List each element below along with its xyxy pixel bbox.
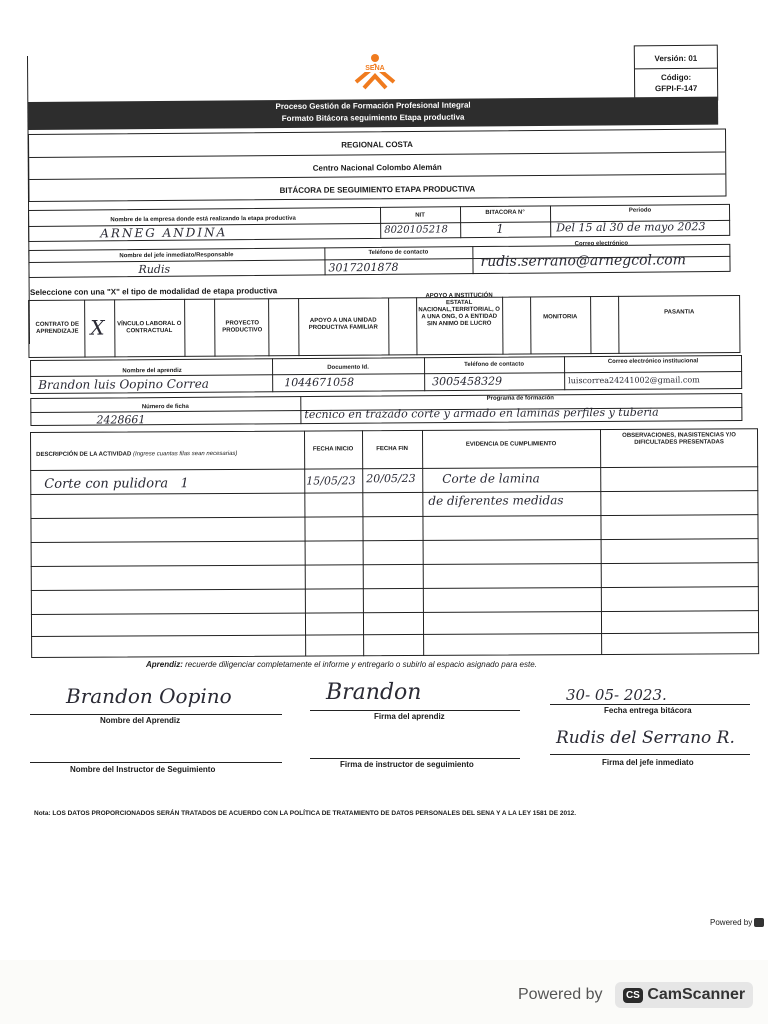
label-firma-instructor: Firma de instructor de seguimiento	[340, 760, 474, 769]
label-firma-jefe: Firma del jefe inmediato	[602, 758, 694, 767]
camscanner-small-icon	[754, 918, 764, 927]
modalidad-monitoria: MONITORIA	[543, 314, 578, 321]
centro: Centro Nacional Colombo Alemán	[312, 162, 442, 173]
version: Versión: 01	[654, 53, 698, 64]
correo-value: rudis.serrano@arnegcol.com	[480, 252, 687, 271]
reminder	[146, 660, 537, 669]
modalidad-block	[28, 283, 740, 360]
version-box	[634, 45, 718, 102]
signature-firma-jefe: Rudis del Serrano R.	[556, 728, 735, 748]
col-fecha-inicio: FECHA INICIO	[312, 446, 354, 453]
bitacora-title: BITÁCORA DE SEGUIMIENTO ETAPA PRODUCTIVA	[279, 184, 476, 196]
powered-small	[710, 918, 764, 927]
col-descripcion-note: (Ingrese cuantas filas sean necesarias)	[133, 450, 238, 458]
sena-logo-icon	[352, 52, 398, 92]
tel-label: Teléfono de contacto	[368, 249, 429, 257]
actividades-table	[30, 428, 759, 660]
nit-label: NIT	[415, 212, 425, 219]
row1-evidencia-1: Corte de lamina	[442, 471, 540, 486]
jefe-label: Nombre del jefe inmediato/Responsable	[119, 252, 234, 260]
col-fecha-fin: FECHA FIN	[376, 446, 409, 453]
camscanner-icon: CS	[623, 988, 643, 1003]
modalidad-vinculo: VÍNCULO LABORAL O CONTRACTUAL	[117, 320, 182, 335]
signature-nombre-aprendiz: Brandon Oopino	[66, 684, 232, 708]
tel-value: 3017201878	[328, 260, 399, 275]
modalidad-mark: X	[90, 315, 105, 340]
col-descripcion-title: DESCRIPCIÓN DE LA ACTIVIDAD	[36, 451, 132, 458]
ficha-label: Número de ficha	[141, 403, 189, 411]
jefe-value: Rudis	[138, 262, 171, 277]
code-value: GFPI-F-147	[654, 83, 698, 94]
ficha-value: 2428661	[96, 413, 146, 427]
fecha-entrega-value: 30- 05- 2023.	[566, 686, 667, 704]
code-label: Código:	[660, 72, 692, 83]
reminder-text: recuerde diligenciar completamente el informe y entregarlo o subirlo al espacio asignado para este.	[185, 660, 537, 669]
nota-label: Nota:	[34, 810, 51, 817]
title-band	[28, 97, 718, 130]
regional-block	[28, 129, 727, 202]
label-fecha-entrega: Fecha entrega bitácora	[604, 706, 692, 715]
row1-fecha-inicio: 15/05/23	[306, 474, 356, 488]
camscanner-label: CamScanner	[647, 986, 746, 1003]
label-firma-aprendiz: Firma del aprendiz	[374, 712, 445, 721]
modalidad-apoyo-familiar: APOYO A UNA UNIDAD PRODUCTIVA FAMILIAR	[308, 317, 378, 332]
col-evidencia: EVIDENCIA DE CUMPLIMIENTO	[465, 441, 557, 448]
powered-small-text: Powered by	[710, 918, 753, 927]
powered-by-text: Powered by	[518, 986, 603, 1004]
periodo-value: Del 15 al 30 de mayo 2023	[556, 220, 706, 235]
aprendiz-name-label: Nombre del aprendiz	[122, 367, 182, 375]
aprendiz-tel-label: Teléfono de contacto	[464, 361, 525, 368]
modalidad-contrato: CONTRATO DE APRENDIZAJE	[35, 321, 79, 335]
bitacora-value: 1	[496, 221, 504, 236]
empresa-name-label: Nombre de la empresa donde está realizando la etapa productiva	[110, 215, 296, 224]
aprendiz-doc-label: Documento Id.	[327, 364, 369, 371]
modalidad-pasantia: PASANTIA	[664, 309, 695, 316]
programa-label: Programa de formación	[486, 395, 554, 402]
signature-firma-aprendiz: Brandon	[326, 680, 422, 705]
aprendiz-correo-label: Correo electrónico institucional	[607, 358, 699, 365]
label-nombre-instructor: Nombre del Instructor de Seguimiento	[70, 765, 216, 774]
empresa-name-value: ARNEG ANDINA	[100, 225, 228, 241]
aprendiz-tel-value: 3005458329	[432, 374, 503, 389]
row1-descripcion: Corte con pulidora 1	[44, 476, 189, 492]
periodo-label: Periodo	[628, 207, 652, 214]
modalidad-instruction: Seleccione con una "X" el tipo de modalidad de etapa productiva	[29, 286, 278, 297]
nota	[34, 810, 734, 817]
camscanner-watermark	[518, 982, 753, 1016]
nit-value: 8020105218	[384, 224, 448, 236]
empresa-block	[28, 204, 731, 286]
aprendiz-block	[30, 355, 742, 428]
band-title-1: Proceso Gestión de Formación Profesional Integral	[275, 100, 471, 112]
sena-logo	[352, 52, 398, 92]
regional: REGIONAL COSTA	[341, 139, 413, 150]
label-nombre-aprendiz: Nombre del Aprendiz	[100, 716, 181, 725]
reminder-label: Aprendiz:	[146, 660, 183, 669]
camscanner-badge	[615, 982, 753, 1008]
nota-text: LOS DATOS PROPORCIONADOS SERÁN TRATADOS DE ACUERDO CON LA POLÍTICA DE TRATAMIENTO DE DATOS PERSONALES DEL SENA Y A LA LEY 1581 DE 2012.	[52, 810, 577, 817]
programa-value: tecnico en trazado corte y armado en laminas perfiles y tuberia	[304, 405, 659, 422]
row1-fecha-fin: 20/05/23	[366, 471, 416, 486]
aprendiz-correo-value: luiscorrea24241002@gmail.com	[568, 375, 700, 386]
band-title-2: Formato Bitácora seguimiento Etapa productiva	[281, 112, 465, 124]
correo-label: Correo electrónico	[574, 240, 629, 248]
aprendiz-doc-value: 1044671058	[284, 375, 355, 390]
modalidad-apoyo-institucion: APOYO A INSTITUCIÓN ESTATAL NACIONAL,TERRITORIAL, O A UNA ONG, O A ENTIDAD SIN ANIMO DE LUCRO	[418, 292, 500, 328]
modalidad-proyecto: PROYECTO PRODUCTIVO	[222, 320, 263, 334]
bitacora-label: BITACORA N°	[485, 209, 525, 217]
aprendiz-name-value: Brandon luis Oopino Correa	[38, 376, 209, 392]
sena-logo-text: SENA	[356, 65, 394, 72]
row1-evidencia-2: de diferentes medidas	[428, 493, 564, 508]
col-observaciones: OBSERVACIONES, INASISTENCIAS Y/O DIFICULTADES PRESENTADAS	[622, 432, 736, 446]
